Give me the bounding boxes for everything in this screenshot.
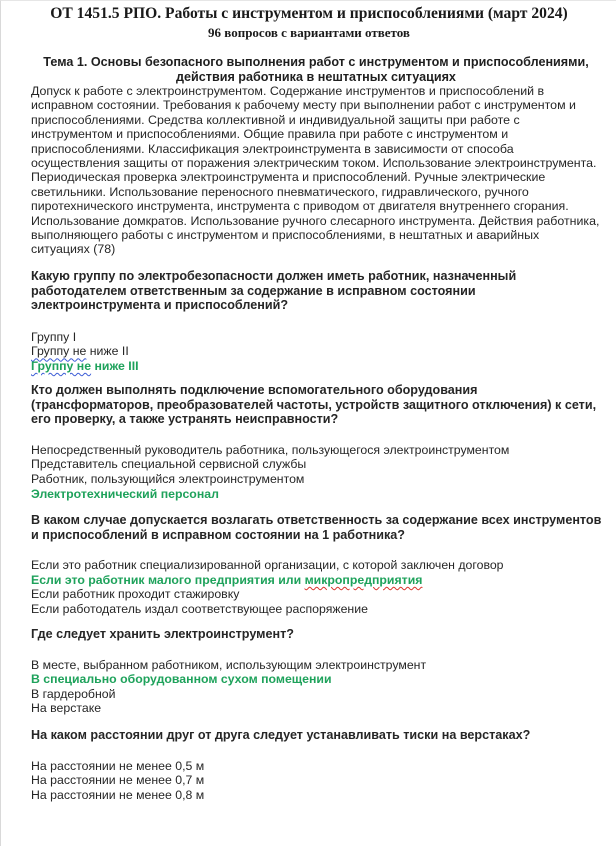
answer-text: На расстоянии не менее 0,7 м <box>31 773 205 788</box>
answer-list <box>31 330 603 374</box>
answer-option <box>31 344 603 359</box>
question-block <box>31 513 603 617</box>
answer-text: Электротехнический персонал <box>31 486 219 501</box>
question-text: Где следует хранить электроинструмент? <box>31 627 294 641</box>
answer-option <box>31 558 603 573</box>
answer-text: В месте, выбранном работником, использующим электроинструмент <box>31 657 427 672</box>
answer-option <box>31 457 603 472</box>
question-block <box>31 269 603 374</box>
answer-text-marked: Группу не <box>31 344 87 359</box>
answer-text-marked: микропредприятия <box>304 572 423 587</box>
answer-list <box>31 443 603 501</box>
question-block <box>31 383 603 501</box>
answer-text: В гардеробной <box>31 686 116 701</box>
document-subtitle: 96 вопросов с вариантами ответов <box>208 25 410 40</box>
answer-option <box>31 587 603 602</box>
answer-text: В специально оборудованном сухом помещении <box>31 672 332 687</box>
topic-title: Тема 1. Основы безопасного выполнения работ с инструментом и приспособлениями, действия работника в нештатных ситуациях <box>43 55 589 84</box>
answer-text: Представитель специальной сервисной службы <box>31 457 307 472</box>
answer-text: Если работник проходит стажировку <box>31 587 240 602</box>
answer-option <box>31 773 603 788</box>
answer-option <box>31 687 603 702</box>
answer-text: ниже II <box>86 344 129 359</box>
document-title: ОТ 1451.5 РПО. Работы с инструментом и приспособлениями (март 2024) <box>50 5 568 22</box>
answer-option <box>31 602 603 617</box>
answer-option <box>31 759 603 774</box>
answer-text: На верстаке <box>31 701 102 716</box>
answer-text: На расстоянии не менее 0,8 м <box>31 787 205 802</box>
answer-option <box>31 443 603 458</box>
answer-text: Работник, пользующийся электроинструментом <box>31 471 305 486</box>
question-block <box>31 627 603 716</box>
answer-text-marked: Группу не <box>31 358 92 373</box>
topic-section <box>31 55 601 257</box>
answer-text: ниже III <box>91 358 139 373</box>
answer-text: Непосредственный руководитель работника, пользующегося электроинструментом <box>31 442 510 457</box>
answer-option <box>31 788 603 803</box>
answer-option-correct <box>31 359 603 374</box>
answer-list <box>31 658 603 716</box>
answer-option <box>31 472 603 487</box>
answer-option-correct <box>31 573 603 588</box>
question-block <box>31 728 603 802</box>
question-text: Кто должен выполнять подключение вспомогательного оборудования (трансформаторов, преобразователей частоты, устройств защитного отключения) к сети, его проверку, а также устранять неисправности? <box>31 383 597 427</box>
answer-text: На расстоянии не менее 0,5 м <box>31 758 205 773</box>
answer-list <box>31 759 603 803</box>
answer-text: Группу I <box>31 329 77 344</box>
answer-option <box>31 658 603 673</box>
answer-option <box>31 330 603 345</box>
topic-description: Допуск к работе с электроинструментом. Содержание инструментов и приспособлений в исправном состоянии. Требования к рабочему месту при выполнении работ с инструментом и приспособлениями. Средства коллективной и индивидуальной защиты при работе с инструментом и приспособлениями. Общие правила при работе с инструментом и приспособлениями. Классификация электроинструмента в зависимости от способа осуществления защиты от поражения электрическим током. Использование электроинструмента. Периодическая проверка электроинструмента и приспособлений. Ручные электрические светильники. Использование переносного пневматического, гидравлического, ручного пиротехнического инструмента, инструмента с приводом от двигателя внутреннего сгорания. Использование домкратов. Использование ручного слесарного инструмента. Действия работника, выполняющего работы с инструментом и приспособлениями, в нештатных и аварийных ситуациях (78) <box>31 84 600 257</box>
answer-text: Если это работник малого предприятия или <box>31 572 305 587</box>
answer-option <box>31 701 603 716</box>
answer-list <box>31 558 603 616</box>
question-text: Какую группу по электробезопасности должен иметь работник, назначенный работодателем ответственным за содержание в исправном состоянии электроинструмента и приспособлений? <box>31 269 517 313</box>
question-text: В каком случае допускается возлагать ответственность за содержание всех инструментов и приспособлений в исправном состоянии на 1 работника? <box>31 513 602 542</box>
answer-text: Если это работник специализированной организации, с которой заключен договор <box>31 558 504 573</box>
answer-text: Если работодатель издал соответствующее распоряжение <box>31 601 368 616</box>
answer-option-correct <box>31 672 603 687</box>
question-text: На каком расстоянии друг от друга следует устанавливать тиски на верстаках? <box>31 728 531 742</box>
answer-option-correct <box>31 487 603 502</box>
